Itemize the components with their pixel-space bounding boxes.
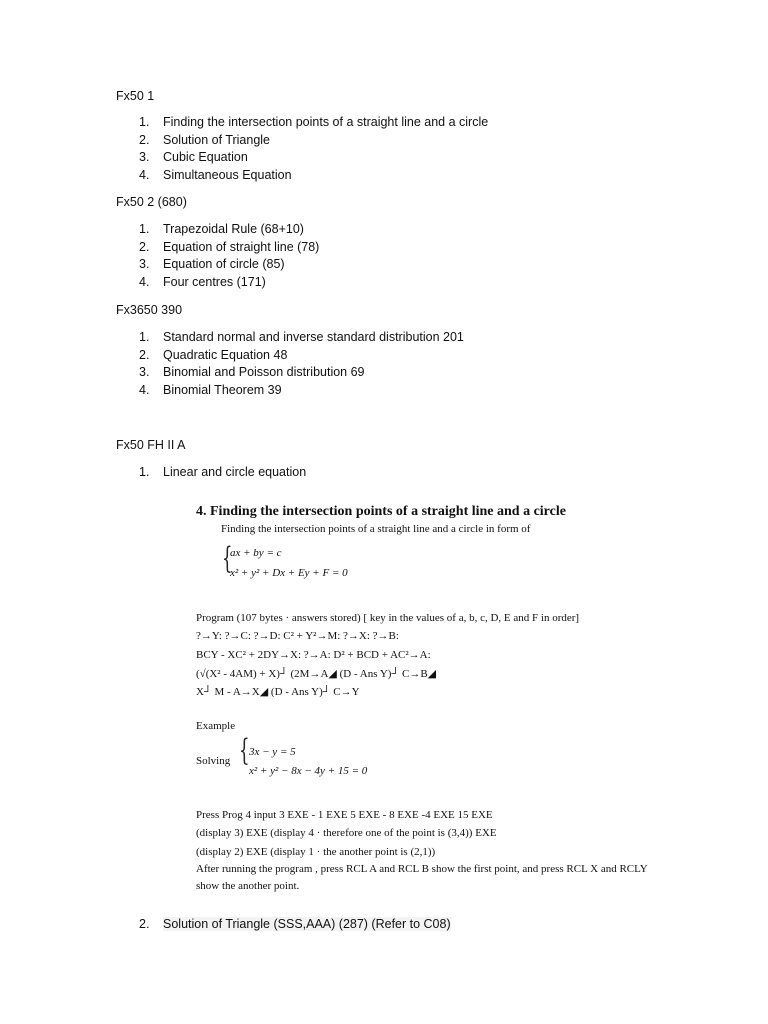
item-text: Binomial Theorem 39 xyxy=(163,382,282,397)
item-text: Finding the intersection points of a straight line and a circle xyxy=(163,115,489,129)
item-number: 1. xyxy=(139,222,150,236)
scanned-excerpt xyxy=(196,500,726,900)
program-code-line: X┘ M - A→X◢ (D - Ans Y)┘ C→Y xyxy=(196,686,360,698)
example-equation-2: x² + y² − 8x − 4y + 15 = 0 xyxy=(249,765,368,777)
item-number: 1. xyxy=(139,330,150,344)
program-code-line: BCY - XC² + 2DY→X: ?→A: D² + BCD + AC²→A: xyxy=(196,649,431,661)
item-text: Equation of circle (85) xyxy=(163,257,285,271)
item-text: Linear and circle equation xyxy=(163,465,307,479)
item-text: Equation of straight line (78) xyxy=(163,239,320,254)
item-number: 2. xyxy=(139,917,150,931)
press-instructions: (display 3) EXE (display 4 · therefore one of the point is (3,4)) EXE xyxy=(196,827,497,839)
program-code-line: ?→Y: ?→C: ?→D: C² + Y²→M: ?→X: ?→B: xyxy=(196,630,399,642)
item-number: 4. xyxy=(139,167,150,182)
press-instructions: show the another point. xyxy=(196,880,300,892)
item-number: 4. xyxy=(139,382,150,397)
item-number: 3. xyxy=(139,365,150,379)
item-number: 1. xyxy=(139,465,150,479)
item-text: Solution of Triangle xyxy=(163,132,271,147)
item-number: 2. xyxy=(139,239,150,254)
item-text: Simultaneous Equation xyxy=(163,167,292,182)
item-number: 4. xyxy=(139,274,150,289)
program-description: Program (107 bytes · answers stored) [ key in the values of a, b, c, D, E and F in order] xyxy=(196,612,580,624)
program-code-line: (√(X² - 4AM) + X)┘ (2M→A◢ (D - Ans Y)┘ C→B◢ xyxy=(196,668,437,680)
press-instructions: After running the program , press RCL A and RCL B show the first point, and press RCL X and RCLY xyxy=(196,863,648,875)
example-label: Example xyxy=(196,720,236,732)
example-equation-1: 3x − y = 5 xyxy=(249,746,296,758)
item-number: 3. xyxy=(139,150,150,164)
item-number: 2. xyxy=(139,347,150,362)
item-text: Cubic Equation xyxy=(163,150,248,164)
item-text-highlighted: Solution of Triangle (SSS,AAA) (287) (Refer to C08) xyxy=(163,917,451,931)
section-heading-fx50-1: Fx50 1 xyxy=(116,89,155,103)
item-number: 3. xyxy=(139,257,150,271)
section-heading-fx50-2: Fx50 2 (680) xyxy=(116,195,187,209)
item-text: Standard normal and inverse standard distribution 201 xyxy=(163,330,464,344)
item-text: Quadratic Equation 48 xyxy=(163,347,288,362)
system-equation-1: ax + by = c xyxy=(230,547,282,559)
excerpt-title: 4. Finding the intersection points of a straight line and a circle xyxy=(196,504,566,519)
section-heading-fx50-fh: Fx50 FH II A xyxy=(116,438,186,452)
item-text: Trapezoidal Rule (68+10) xyxy=(163,222,304,236)
press-instructions: (display 2) EXE (display 1 · the another point is (2,1)) xyxy=(196,846,436,858)
example-brace: { xyxy=(239,733,250,768)
section-heading-fx3650: Fx3650 390 xyxy=(116,303,183,317)
excerpt-subtitle: Finding the intersection points of a straight line and a circle in form of xyxy=(221,523,531,535)
item-number: 1. xyxy=(139,115,150,129)
system-brace: { xyxy=(222,541,233,576)
item-number: 2. xyxy=(139,132,150,147)
system-equation-2: x² + y² + Dx + Ey + F = 0 xyxy=(230,567,348,579)
item-text: Four centres (171) xyxy=(163,274,266,289)
solving-label: Solving xyxy=(196,755,231,767)
item-text: Binomial and Poisson distribution 69 xyxy=(163,365,365,379)
press-instructions: Press Prog 4 input 3 EXE - 1 EXE 5 EXE - 8 EXE -4 EXE 15 EXE xyxy=(196,809,493,821)
